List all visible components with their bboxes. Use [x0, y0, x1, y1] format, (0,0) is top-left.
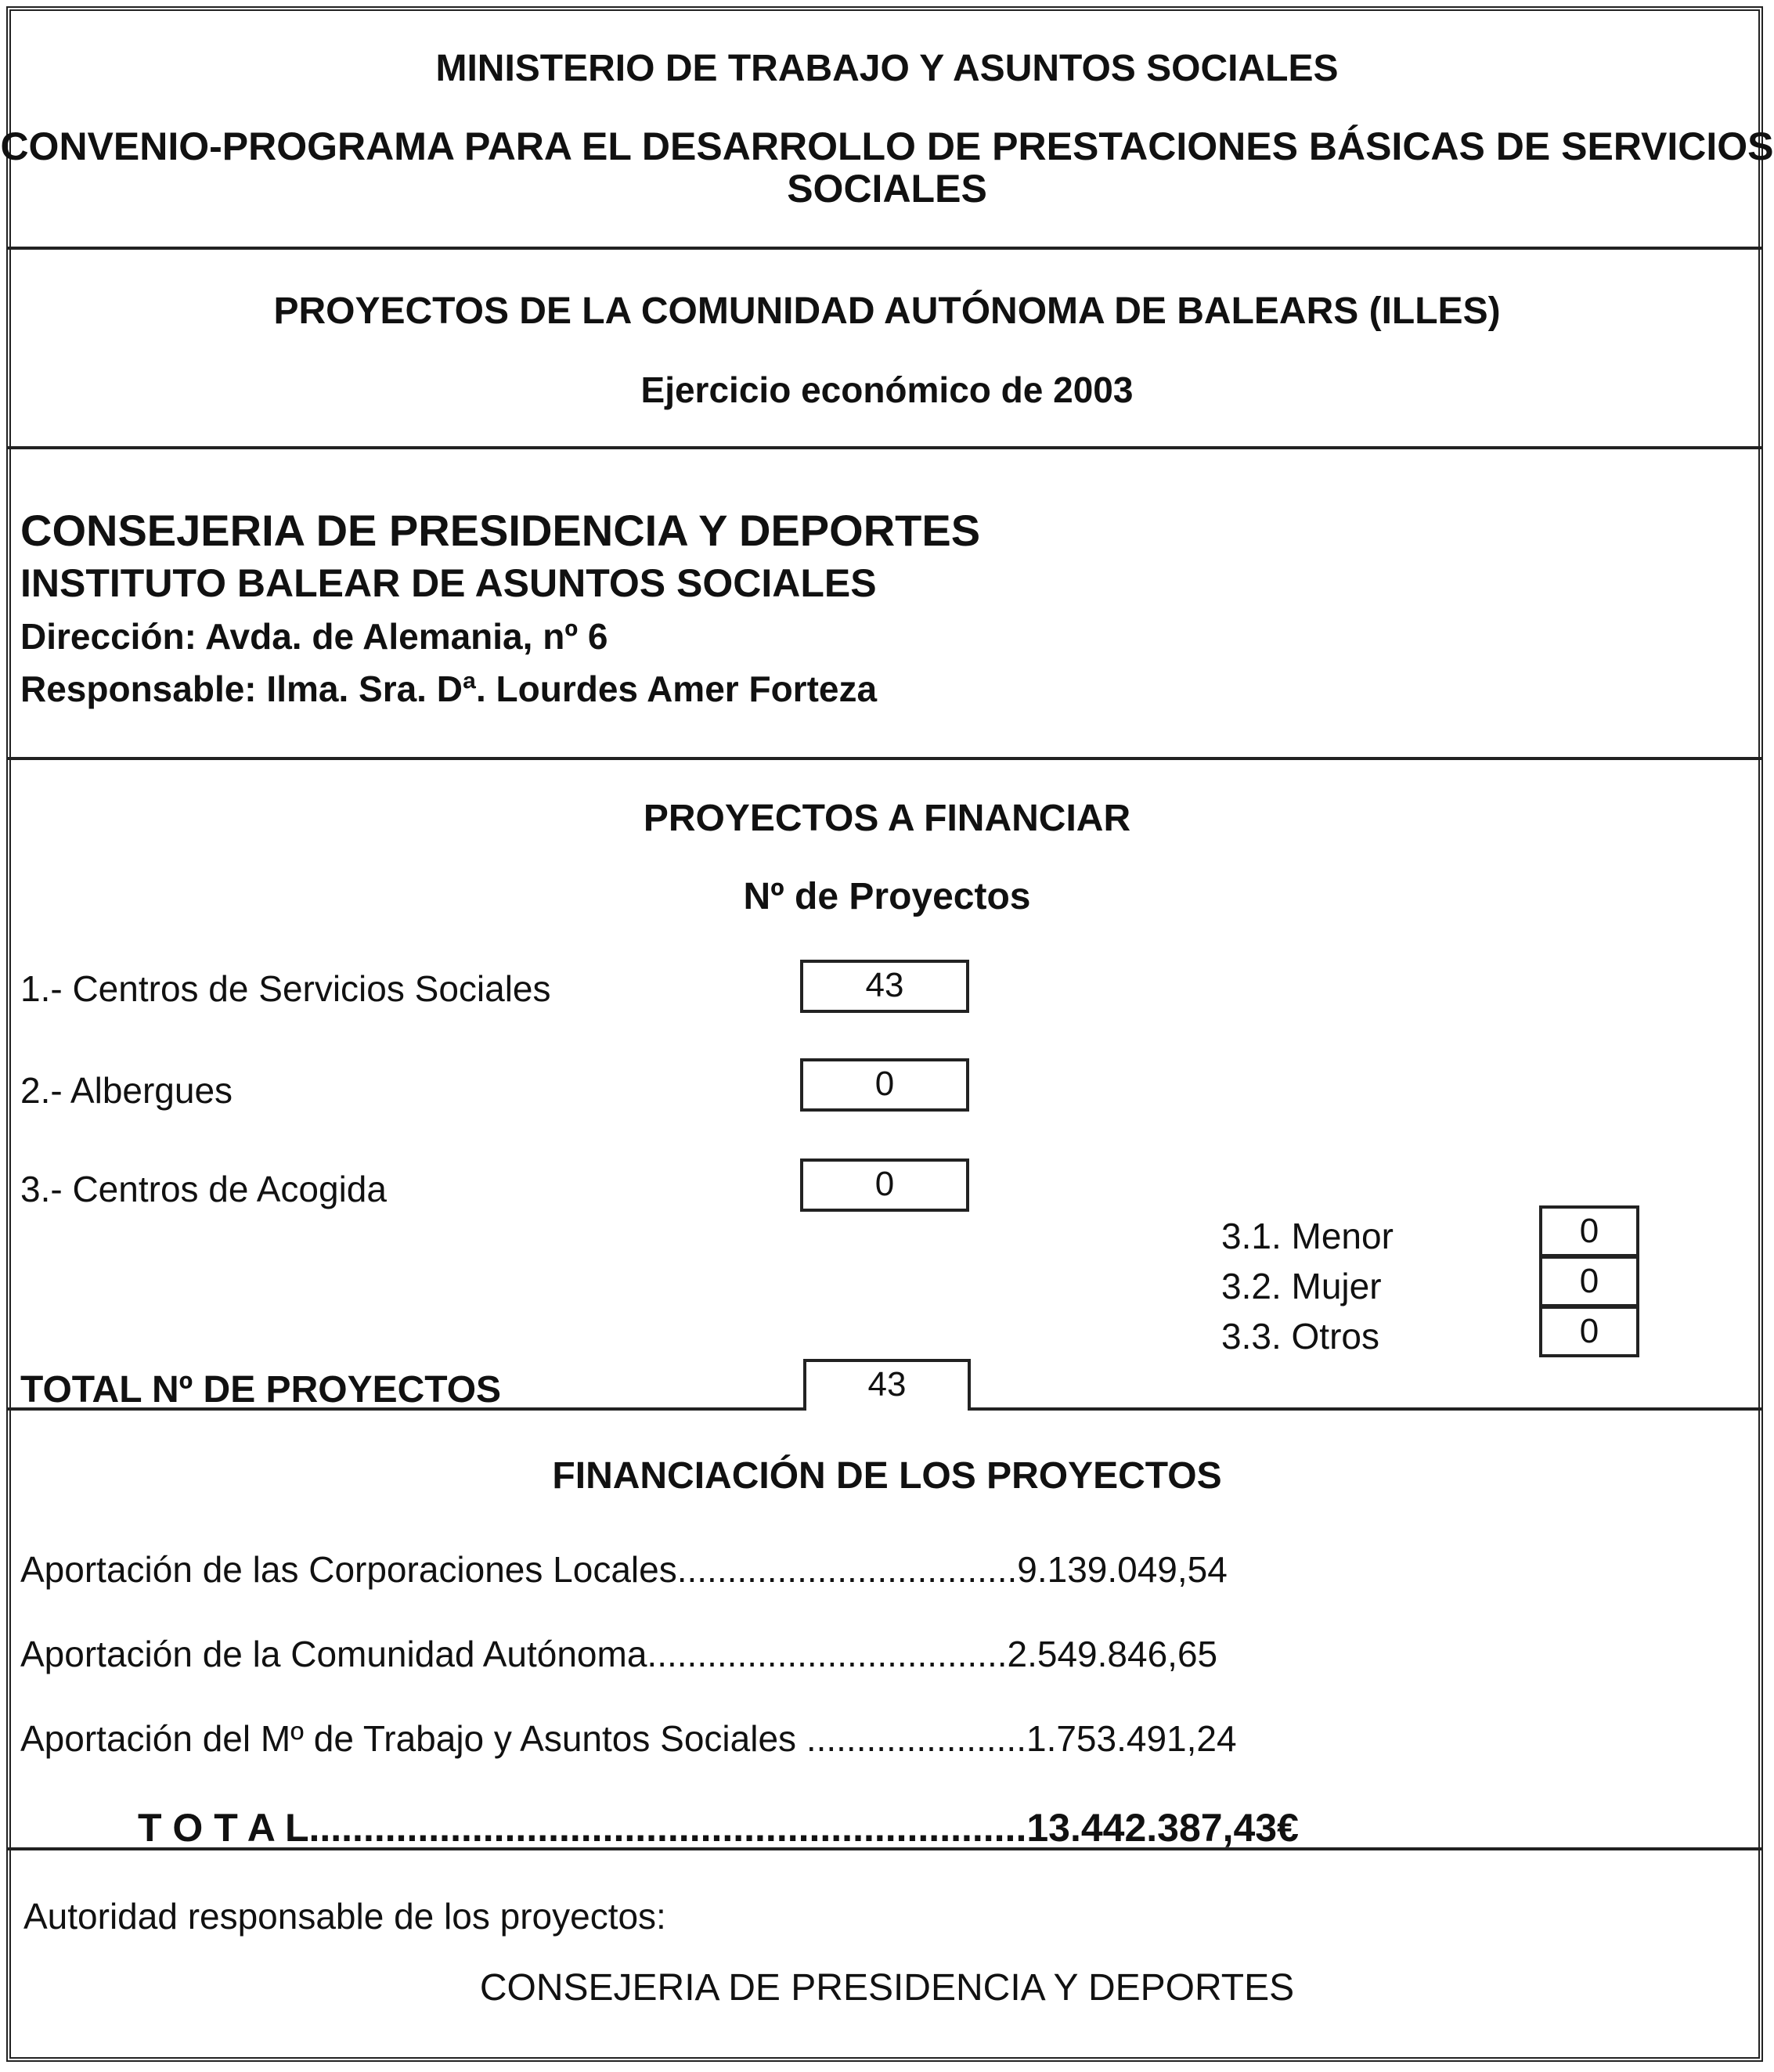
sub-item-label: 3.1. Menor — [1221, 1216, 1394, 1256]
project-count-box — [800, 960, 969, 1013]
sub-count-box — [1539, 1306, 1639, 1357]
financing-title: FINANCIACIÓN DE LOS PROYECTOS — [552, 1455, 1222, 1497]
leader-dots: .................................... — [647, 1634, 1008, 1674]
section-divider — [8, 247, 1761, 250]
sub-count-value: 0 — [1579, 1312, 1599, 1350]
section-divider — [8, 446, 1761, 449]
financing-total-label: T O T A L — [138, 1806, 309, 1850]
sub-count-box — [1539, 1205, 1639, 1257]
financing-row-value: 2.549.846,65 — [1007, 1634, 1218, 1674]
instituto-name: INSTITUTO BALEAR DE ASUNTOS SOCIALES — [20, 561, 877, 605]
sub-item-label: 3.2. Mujer — [1221, 1266, 1382, 1306]
financing-row-label: Aportación de las Corporaciones Locales — [20, 1549, 677, 1590]
address: Dirección: Avda. de Alemania, nº 6 — [20, 616, 608, 657]
financing-row-label: Aportación del Mº de Trabajo y Asuntos Sociales — [20, 1718, 806, 1759]
section-divider — [8, 757, 1761, 760]
projects-title: PROYECTOS A FINANCIAR — [643, 798, 1131, 839]
leader-dots: .................................................................. — [308, 1806, 1027, 1850]
total-projects-label: TOTAL Nº DE PROYECTOS — [20, 1369, 502, 1411]
projects-count-heading: Nº de Proyectos — [743, 876, 1031, 917]
sub-count-box — [1539, 1256, 1639, 1307]
community-title: PROYECTOS DE LA COMUNIDAD AUTÓNOMA DE BALEARS (ILLES) — [273, 290, 1501, 332]
program-title-line2: SOCIALES — [787, 167, 987, 211]
financing-total — [138, 1806, 1299, 1850]
financing-row — [20, 1718, 1237, 1759]
total-projects-box — [803, 1359, 971, 1411]
leader-dots: .................................. — [676, 1549, 1018, 1590]
leader-dots: ...................... — [806, 1718, 1026, 1759]
ministry-title: MINISTERIO DE TRABAJO Y ASUNTOS SOCIALES — [435, 48, 1339, 89]
program-title-line1: CONVENIO-PROGRAMA PARA EL DESARROLLO DE PRESTACIONES BÁSICAS DE SERVICIOS — [0, 124, 1774, 168]
responsible-person: Responsable: Ilma. Sra. Dª. Lourdes Amer Forteza — [20, 668, 878, 709]
project-item-label: 1.- Centros de Servicios Sociales — [20, 968, 551, 1009]
project-count-box — [800, 1159, 969, 1212]
financing-row-value: 1.753.491,24 — [1026, 1718, 1237, 1759]
project-count-value: 0 — [874, 1065, 895, 1103]
sub-count-value: 0 — [1579, 1262, 1599, 1300]
financing-total-value: 13.442.387,43€ — [1026, 1806, 1299, 1850]
financing-row — [20, 1636, 1217, 1672]
financing-row — [20, 1549, 1228, 1590]
consejeria-name: CONSEJERIA DE PRESIDENCIA Y DEPORTES — [20, 506, 981, 555]
project-item-label: 2.- Albergues — [20, 1070, 233, 1111]
fiscal-year: Ejercicio económico de 2003 — [640, 369, 1134, 410]
sub-item-label: 3.3. Otros — [1221, 1316, 1379, 1357]
total-projects-value: 43 — [867, 1365, 907, 1404]
project-count-value: 0 — [874, 1165, 895, 1203]
financing-row-value: 9.139.049,54 — [1017, 1549, 1228, 1590]
project-count-value: 43 — [865, 966, 904, 1004]
sub-count-value: 0 — [1579, 1212, 1599, 1250]
authority-name: CONSEJERIA DE PRESIDENCIA Y DEPORTES — [479, 1967, 1295, 2009]
project-item-label: 3.- Centros de Acogida — [20, 1169, 387, 1209]
project-count-box — [800, 1058, 969, 1112]
authority-label: Autoridad responsable de los proyectos: — [23, 1896, 666, 1937]
financing-row-label: Aportación de la Comunidad Autónoma — [20, 1634, 647, 1674]
